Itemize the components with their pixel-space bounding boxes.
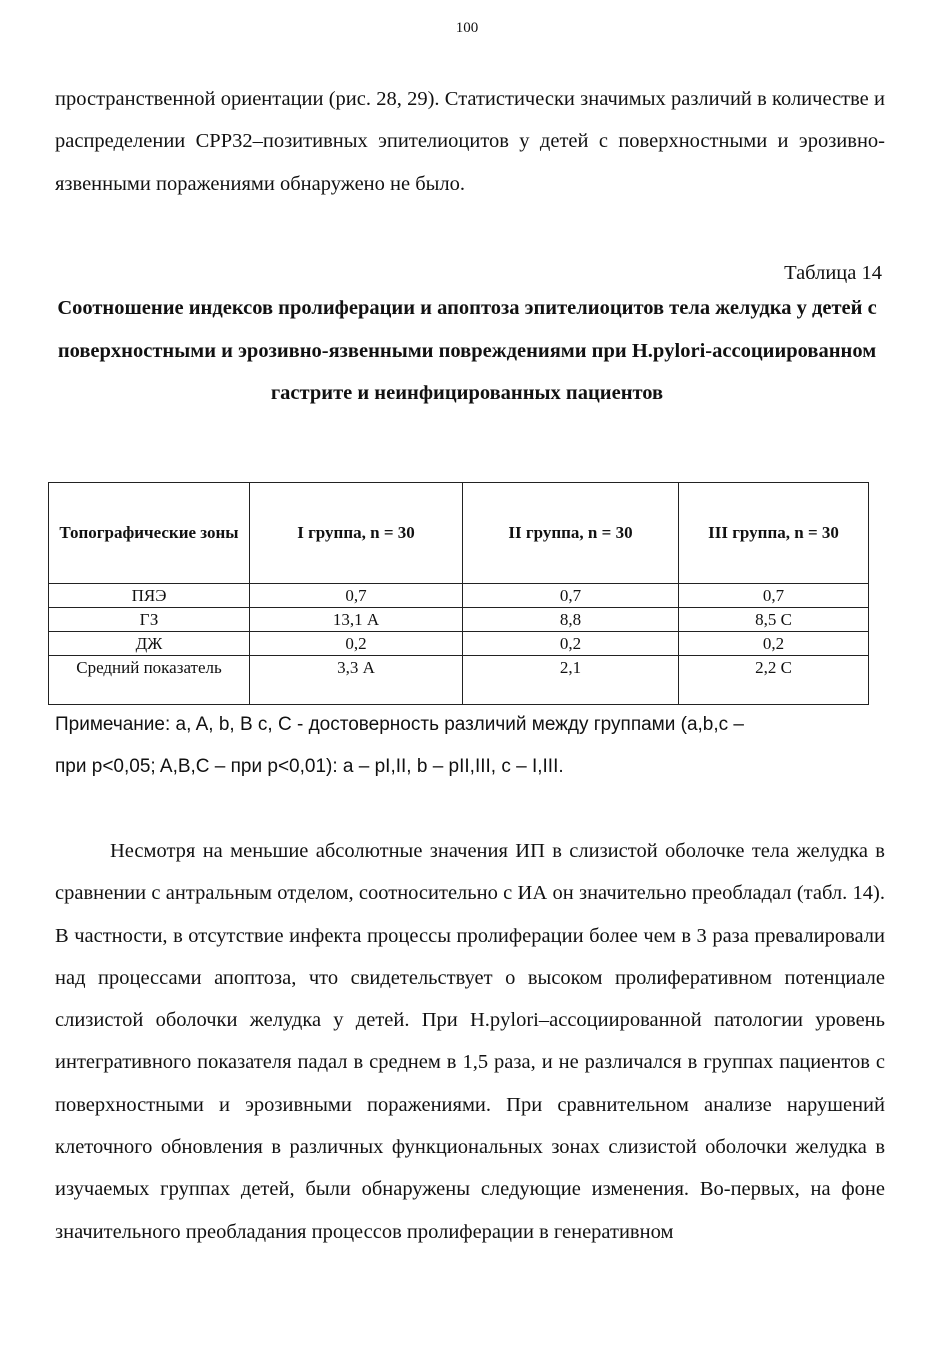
- table-header-cell: III группа, n = 30: [679, 483, 869, 584]
- table-label: Таблица 14: [784, 262, 882, 284]
- table-cell: 8,5 С: [679, 608, 869, 632]
- table-cell: 8,8: [463, 608, 679, 632]
- data-table: [48, 482, 869, 705]
- table-cell: 0,2: [250, 632, 463, 656]
- table-cell: 0,7: [679, 584, 869, 608]
- page-number: 100: [455, 20, 479, 36]
- table-row: [49, 632, 869, 656]
- table-cell: ГЗ: [49, 608, 250, 632]
- table-row: [49, 584, 869, 608]
- table-cell: 0,2: [679, 632, 869, 656]
- table-title: Соотношение индексов пролиферации и апоптоза эпителиоцитов тела желудка у детей с поверхностными и эрозивно-язвенными повреждениями при H.pylori-ассоциированном гастрите и неинфицированных пациентов: [57, 297, 877, 404]
- intro-paragraph: пространственной ориентации (рис. 28, 29). Статистически значимых различий в количестве и распределении CPP32–позитивных эпителиоцитов у детей с поверхностными и эрозивно-язвенными поражениями обнаружено не было.: [55, 88, 885, 195]
- table-note-line: Примечание: a, A, b, B c, C - достоверность различий между группами (a,b,c –: [55, 714, 745, 735]
- table-cell: ДЖ: [49, 632, 250, 656]
- table-cell: 0,2: [463, 632, 679, 656]
- table-cell: 0,7: [250, 584, 463, 608]
- table-note-line: при p<0,05; A,B,C – при p<0,01): a – pI,II, b – pII,III, c – I,III.: [55, 756, 564, 777]
- table-header-cell: I группа, n = 30: [250, 483, 463, 584]
- table-cell: 13,1 А: [250, 608, 463, 632]
- table-header-row: [49, 483, 869, 584]
- table-header-cell: II группа, n = 30: [463, 483, 679, 584]
- table-cell: 3,3 А: [250, 656, 463, 705]
- table-row: [49, 608, 869, 632]
- table-header-cell: Топографические зоны: [49, 483, 250, 584]
- table-cell: Средний показатель: [49, 656, 250, 705]
- table-note: [55, 704, 885, 788]
- table-cell: 2,1: [463, 656, 679, 705]
- table-cell: ПЯЭ: [49, 584, 250, 608]
- body-paragraph: Несмотря на меньшие абсолютные значения ИП в слизистой оболочке тела желудка в сравнении с антральным отделом, соотносительно с ИА он значительно преобладал (табл. 14). В частности, в отсутствие инфекта процессы пролиферации более чем в 3 раза превалировали над процессами апоптоза, что свидетельствует о высоком пролиферативном потенциале слизистой оболочки желудка у детей. При H.pylori–ассоциированной патологии уровень интегративного показателя падал в среднем в 1,5 раза, и не различался в группах пациентов с поверхностными и эрозивными поражениями. При сравнительном анализе нарушений клеточного обновления в различных функциональных зонах слизистой оболочки желудка в изучаемых группах детей, были обнаружены следующие изменения. Во-первых, на фоне значительного преобладания процессов пролиферации в генеративном: [55, 840, 885, 1243]
- table-cell: 2,2 С: [679, 656, 869, 705]
- table-cell: 0,7: [463, 584, 679, 608]
- table-row: [49, 656, 869, 705]
